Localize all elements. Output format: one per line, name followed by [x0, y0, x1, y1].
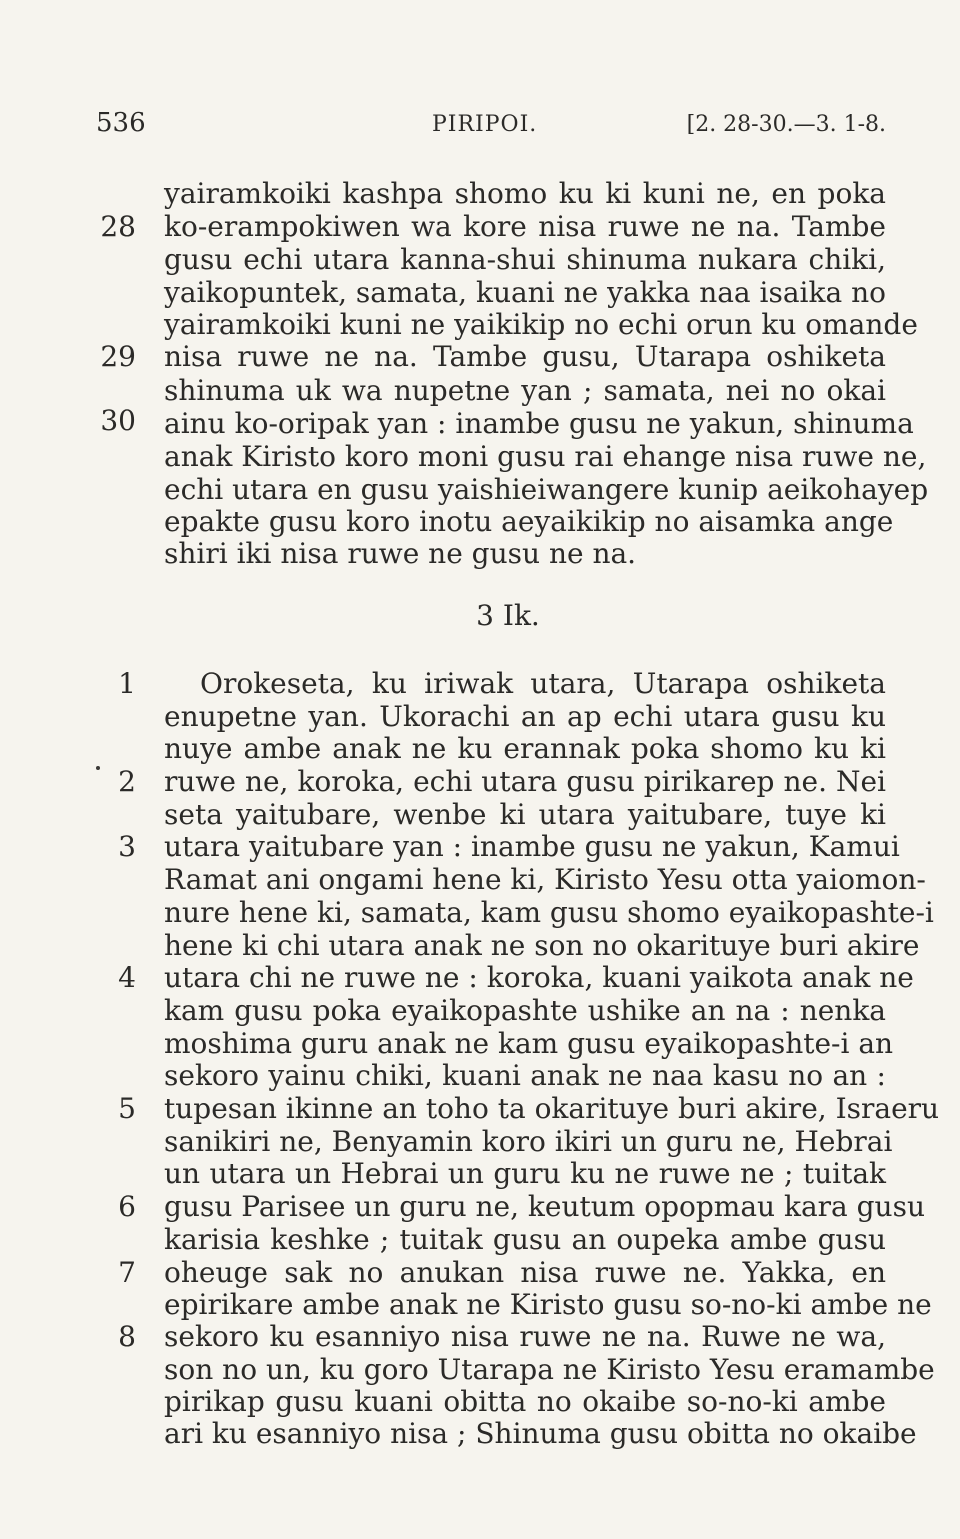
chapter-heading-text: 3 Ik. [476, 599, 540, 632]
text-line: hene ki chi utara anak ne son no okarituye buri akire [164, 929, 920, 962]
verse-number: 3 [118, 830, 136, 863]
page-number: 536 [96, 108, 146, 138]
text-line: oheuge sak no anukan nisa ruwe ne. Yakka, en [164, 1256, 886, 1289]
verse-number: 6 [118, 1190, 136, 1223]
text-line: ko-erampokiwen wa kore nisa ruwe ne na. Tambe [164, 210, 886, 243]
text-line: sekoro ku esanniyo nisa ruwe ne na. Ruwe ne wa, [164, 1320, 886, 1353]
print-speck [96, 766, 100, 770]
text-line: sekoro yainu chiki, kuani anak ne naa kasu no an : [164, 1059, 886, 1092]
text-line: nisa ruwe ne na. Tambe gusu, Utarapa oshiketa [164, 340, 886, 373]
text-line: enupetne yan. Ukorachi an ap echi utara gusu ku [164, 700, 886, 733]
running-title: PIRIPOI. [432, 112, 538, 137]
verse-number: 4 [118, 961, 136, 994]
text-line: sanikiri ne, Benyamin koro ikiri un guru ne, Hebrai [164, 1125, 893, 1158]
verse-number: 29 [100, 340, 136, 373]
text-line: tupesan ikinne an toho ta okarituye buri akire, Israeru [164, 1092, 940, 1125]
text-line: nuye ambe anak ne ku erannak poka shomo ku ki [164, 732, 886, 765]
text-line: anak Kiristo koro moni gusu rai ehange nisa ruwe ne, [164, 440, 927, 473]
text-line: nure hene ki, samata, kam gusu shomo eyaikopashte-i [164, 896, 934, 929]
verse-number: 2 [118, 765, 136, 798]
text-line: gusu Parisee un guru ne, keutum opopmau kara gusu [164, 1190, 925, 1223]
text-line: epakte gusu koro inotu aeyaikikip no aisamka ange [164, 505, 894, 538]
text-line: moshima guru anak ne kam gusu eyaikopashte-i an [164, 1027, 894, 1060]
text-line: kam gusu poka eyaikopashte ushike an na : nenka [164, 994, 886, 1027]
text-line: yairamkoiki kuni ne yaikikip no echi orun ku omande [164, 308, 918, 341]
text-line: ari ku esanniyo nisa ; Shinuma gusu obitta no okaibe [164, 1417, 917, 1450]
text-line: un utara un Hebrai un guru ku ne ruwe ne ; tuitak [164, 1157, 886, 1190]
text-line: shinuma uk wa nupetne yan ; samata, nei no okai [164, 374, 886, 407]
text-line: echi utara en gusu yaishieiwangere kunip aeikohayep [164, 473, 929, 506]
chapter-heading [0, 600, 960, 632]
text-line: yaikopuntek, samata, kuani ne yakka naa isaika no [164, 276, 886, 309]
text-line: son no un, ku goro Utarapa ne Kiristo Yesu eramambe [164, 1353, 935, 1386]
verse-number: 28 [100, 210, 136, 243]
verse-number: 1 [118, 667, 136, 700]
verse-number: 5 [118, 1092, 136, 1125]
text-line: Ramat ani ongami hene ki, Kiristo Yesu otta yaiomon- [164, 863, 926, 896]
text-line: utara chi ne ruwe ne : koroka, kuani yaikota anak ne [164, 961, 914, 994]
text-line: epirikare ambe anak ne Kiristo gusu so-no-ki ambe ne [164, 1288, 932, 1321]
text-line: gusu echi utara kanna-shui shinuma nukara chiki, [164, 243, 886, 276]
verse-number: 30 [100, 404, 136, 437]
text-line: pirikap gusu kuani obitta no okaibe so-no-ki ambe [164, 1385, 886, 1418]
text-line: karisia keshke ; tuitak gusu an oupeka ambe gusu [164, 1223, 886, 1256]
text-line: ainu ko-oripak yan : inambe gusu ne yakun, shinuma [164, 407, 914, 440]
text-line: Orokeseta, ku iriwak utara, Utarapa oshiketa [200, 667, 886, 700]
verse-number: 7 [118, 1256, 136, 1289]
text-line: utara yaitubare yan : inambe gusu ne yakun, Kamui [164, 830, 900, 863]
chapter-verse-reference: [2. 28-30.—3. 1-8. [686, 112, 886, 137]
text-line: ruwe ne, koroka, echi utara gusu pirikarep ne. Nei [164, 765, 886, 798]
text-line: shiri iki nisa ruwe ne gusu ne na. [164, 537, 637, 570]
text-line: seta yaitubare, wenbe ki utara yaitubare, tuye ki [164, 798, 886, 831]
running-header [96, 108, 886, 148]
text-line: yairamkoiki kashpa shomo ku ki kuni ne, en poka [164, 177, 886, 210]
verse-number: 8 [118, 1320, 136, 1353]
